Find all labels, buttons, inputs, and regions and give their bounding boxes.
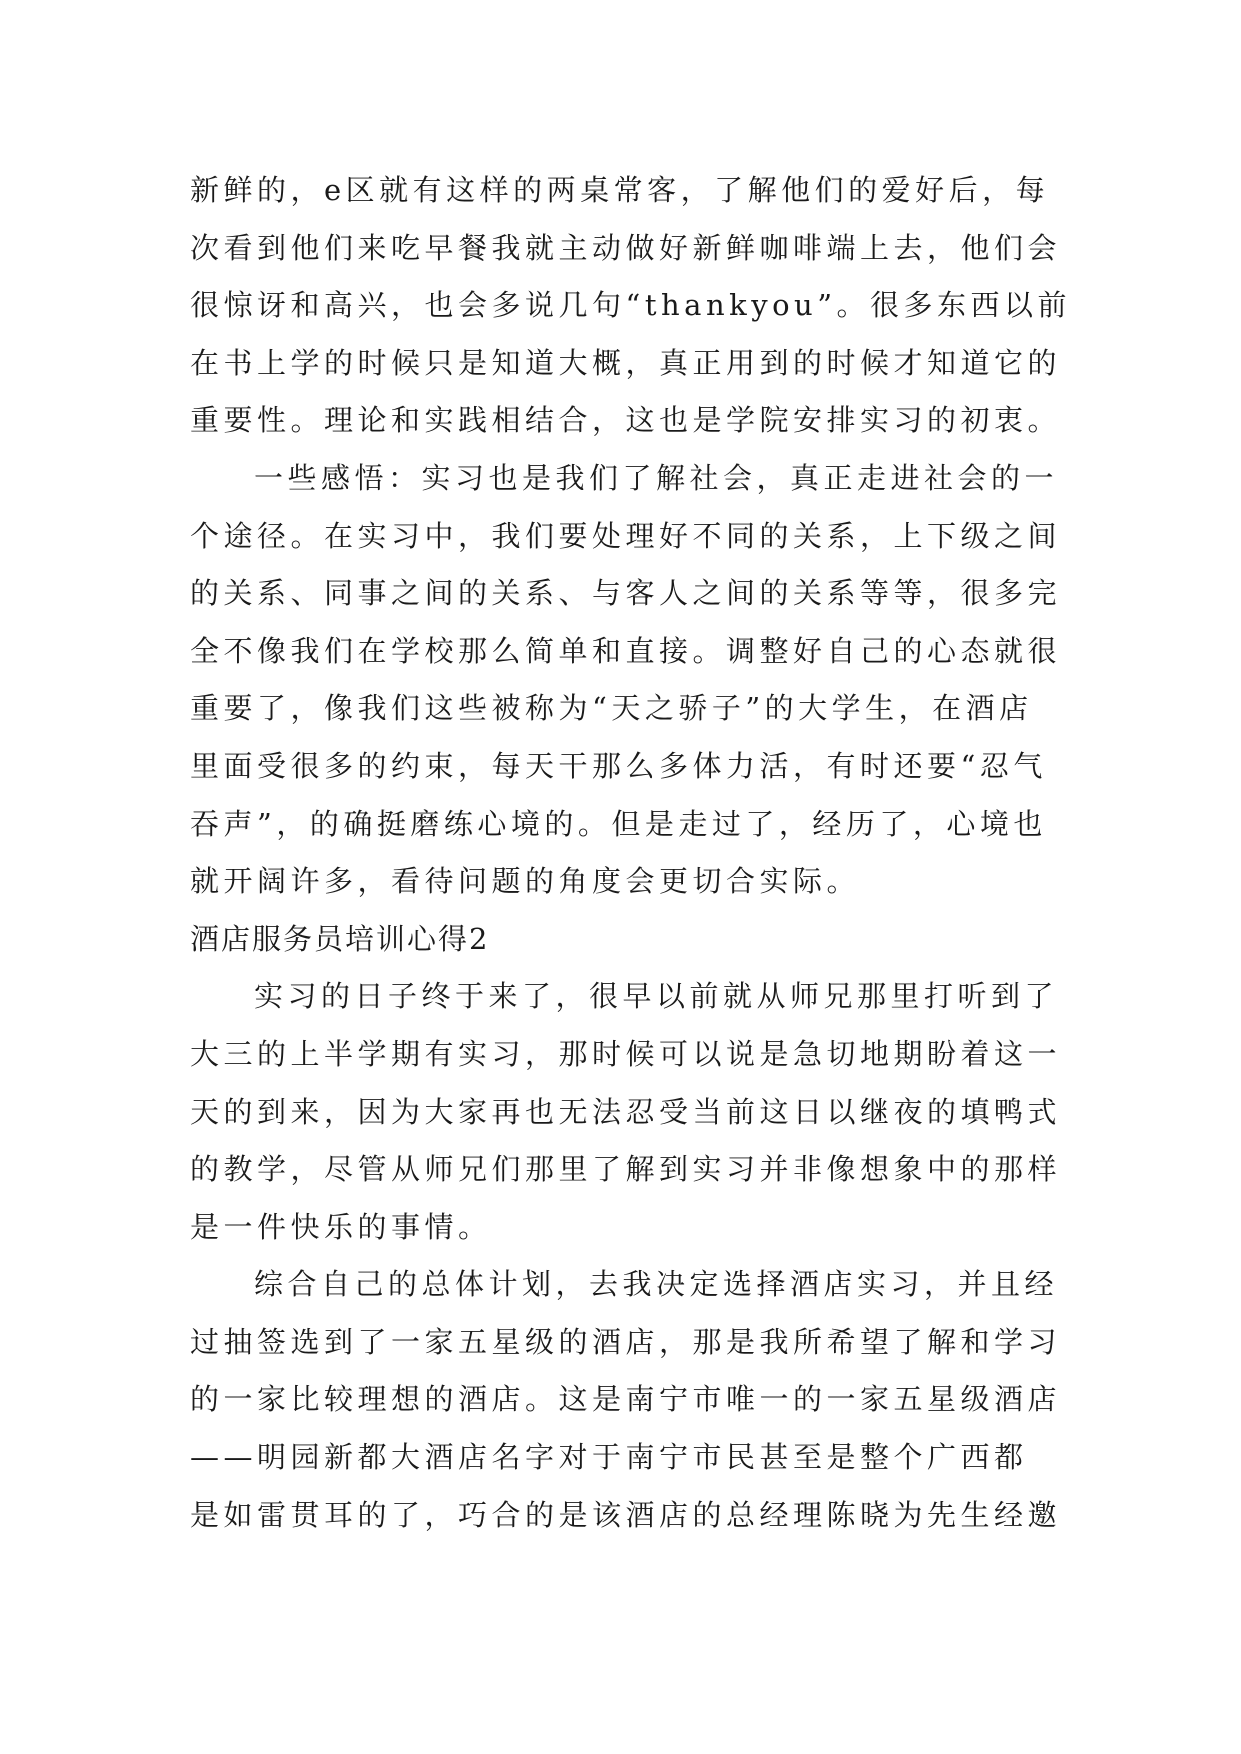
text-line: 就开阔许多，看待问题的角度会更切合实际。 [190, 864, 861, 899]
text-line: 过抽签选到了一家五星级的酒店，那是我所希望了解和学习 [190, 1324, 1062, 1359]
text-line: 的关系、同事之间的关系、与客人之间的关系等等，很多完 [190, 576, 1062, 611]
text-line: 新鲜的，e区就有这样的两桌常客，了解他们的爱好后，每 [190, 173, 1050, 207]
text-line: 次看到他们来吃早餐我就主动做好新鲜咖啡端上去，他们会 [190, 230, 1062, 265]
text-line: 是一件快乐的事情。 [190, 1209, 492, 1244]
text-line: 的教学，尽管从师兄们那里了解到实习并非像想象中的那样 [190, 1152, 1062, 1187]
text-line: 很惊讶和高兴，也会多说几句“thankyou”。很多东西以前 [190, 288, 1072, 323]
text-line: 是如雷贯耳的了，巧合的是该酒店的总经理陈晓为先生经邀 [190, 1497, 1062, 1532]
text-line: 吞声”，的确挺磨练心境的。但是走过了，经历了，心境也 [190, 806, 1047, 841]
text-line: 大三的上半学期有实习，那时候可以说是急切地期盼着这一 [190, 1036, 1062, 1071]
text-line: 天的到来，因为大家再也无法忍受当前这日以继夜的填鸭式 [190, 1094, 1062, 1129]
text-line: ——明园新都大酒店名字对于南宁市民甚至是整个广西都 [190, 1440, 1028, 1475]
text-line: 综合自己的总体计划，去我决定选择酒店实习，并且经 [254, 1267, 1059, 1302]
document-body [190, 162, 1072, 1544]
text-line: 一些感悟：实习也是我们了解社会，真正走进社会的一 [254, 460, 1059, 495]
text-line: 在书上学的时候只是知道大概，真正用到的时候才知道它的 [190, 345, 1062, 380]
text-line: 个途径。在实习中，我们要处理好不同的关系，上下级之间 [190, 518, 1062, 553]
text-line: 全不像我们在学校那么简单和直接。调整好自己的心态就很 [190, 633, 1062, 668]
section-heading: 酒店服务员培训心得2 [190, 921, 490, 956]
text-line: 重要了，像我们这些被称为“天之骄子”的大学生，在酒店 [190, 691, 1033, 726]
text-line: 的一家比较理想的酒店。这是南宁市唯一的一家五星级酒店 [190, 1382, 1062, 1417]
text-line: 重要性。理论和实践相结合，这也是学院安排实习的初衷。 [190, 403, 1062, 438]
text-line: 实习的日子终于来了，很早以前就从师兄那里打听到了 [254, 979, 1059, 1014]
text-line: 里面受很多的约束，每天干那么多体力活，有时还要“忍气 [190, 748, 1047, 783]
